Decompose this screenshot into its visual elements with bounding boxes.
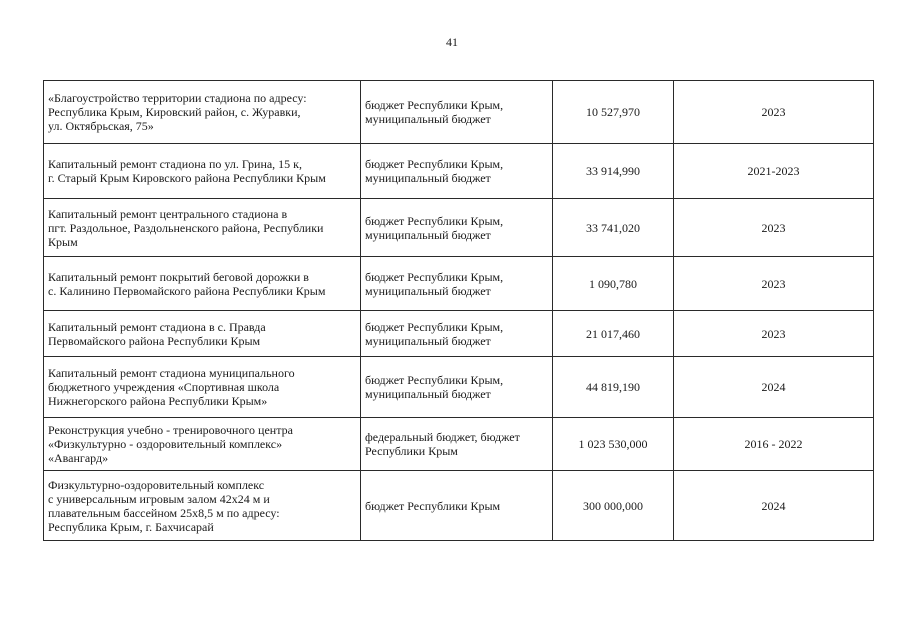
amount-cell — [553, 257, 674, 311]
project-name: Капитальный ремонт покрытий беговой дорожки в с. Калинино Первомайского района Республики Крым — [48, 269, 326, 298]
table-row — [44, 81, 874, 144]
amount: 1 090,780 — [589, 276, 637, 291]
funding-source-cell — [361, 418, 553, 471]
year: 2021-2023 — [747, 164, 800, 178]
amount-cell — [553, 311, 674, 357]
project-name: Капитальный ремонт стадиона в с. Правда Первомайского района Республики Крым — [48, 319, 266, 348]
project-name: Реконструкция учебно - тренировочного центра «Физкультурно - оздоровительный комплекс» «Авангард» — [48, 423, 293, 465]
funding-source-cell — [361, 357, 553, 418]
amount: 21 017,460 — [586, 326, 640, 341]
amount: 1 023 530,000 — [578, 437, 648, 451]
amount: 300 000,000 — [583, 498, 643, 513]
funding-source: бюджет Республики Крым, муниципальный бюджет — [365, 213, 504, 242]
year-cell — [674, 357, 874, 418]
funding-source: бюджет Республики Крым — [365, 498, 501, 513]
year-cell — [674, 311, 874, 357]
table-row — [44, 311, 874, 357]
project-name: «Благоустройство территории стадиона по адресу: Республика Крым, Кировский район, с. Журавки, ул. Октябрьская, 75» — [48, 91, 307, 133]
project-name-cell — [44, 418, 361, 471]
table-row — [44, 471, 874, 541]
funding-source-cell — [361, 311, 553, 357]
funding-source-cell — [361, 199, 553, 257]
project-name-cell — [44, 471, 361, 541]
amount: 33 914,990 — [586, 164, 640, 178]
amount-cell — [553, 418, 674, 471]
year: 2024 — [761, 498, 786, 513]
project-name-cell — [44, 144, 361, 199]
funding-source-cell — [361, 257, 553, 311]
funding-source-cell — [361, 471, 553, 541]
year: 2023 — [761, 326, 786, 341]
year-cell — [674, 81, 874, 144]
year-cell — [674, 418, 874, 471]
page-number: 41 — [446, 35, 458, 49]
funding-source: бюджет Республики Крым, муниципальный бюджет — [365, 157, 504, 185]
amount-cell — [553, 144, 674, 199]
funding-source: федеральный бюджет, бюджет Республики Крым — [365, 430, 520, 458]
projects-table — [43, 80, 874, 541]
year: 2023 — [761, 220, 786, 235]
funding-source: бюджет Республики Крым, муниципальный бюджет — [365, 269, 504, 298]
table-row — [44, 199, 874, 257]
amount: 10 527,970 — [586, 105, 640, 119]
funding-source-cell — [361, 81, 553, 144]
table-row — [44, 418, 874, 471]
amount: 33 741,020 — [586, 220, 640, 235]
project-name-cell — [44, 311, 361, 357]
project-name: Капитальный ремонт стадиона муниципального бюджетного учреждения «Спортивная школа Нижнегорского района Республики Крым» — [48, 366, 295, 408]
amount-cell — [553, 199, 674, 257]
year: 2023 — [761, 105, 786, 119]
table-row — [44, 357, 874, 418]
project-name-cell — [44, 357, 361, 418]
project-name: Капитальный ремонт центрального стадиона в пгт. Раздольное, Раздольненского района, Республики Крым — [48, 206, 324, 249]
year-cell — [674, 199, 874, 257]
table-row — [44, 144, 874, 199]
year-cell — [674, 144, 874, 199]
funding-source: бюджет Республики Крым, муниципальный бюджет — [365, 319, 504, 348]
table-row — [44, 257, 874, 311]
year: 2024 — [761, 380, 786, 394]
year-cell — [674, 471, 874, 541]
amount-cell — [553, 471, 674, 541]
funding-source: бюджет Республики Крым, муниципальный бюджет — [365, 98, 504, 126]
funding-source: бюджет Республики Крым, муниципальный бюджет — [365, 373, 504, 401]
year-cell — [674, 257, 874, 311]
project-name: Физкультурно-оздоровительный комплекс с универсальным игровым залом 42х24 м и плавательным бассейном 25х8,5 м по адресу: Республика Крым, г. Бахчисарай — [48, 477, 280, 534]
project-name-cell — [44, 81, 361, 144]
amount: 44 819,190 — [586, 380, 640, 394]
project-name: Капитальный ремонт стадиона по ул. Грина, 15 к, г. Старый Крым Кировского района Республики Крым — [48, 157, 326, 185]
funding-source-cell — [361, 144, 553, 199]
amount-cell — [553, 81, 674, 144]
amount-cell — [553, 357, 674, 418]
year: 2023 — [761, 276, 786, 291]
project-name-cell — [44, 257, 361, 311]
project-name-cell — [44, 199, 361, 257]
year: 2016 - 2022 — [744, 437, 803, 451]
